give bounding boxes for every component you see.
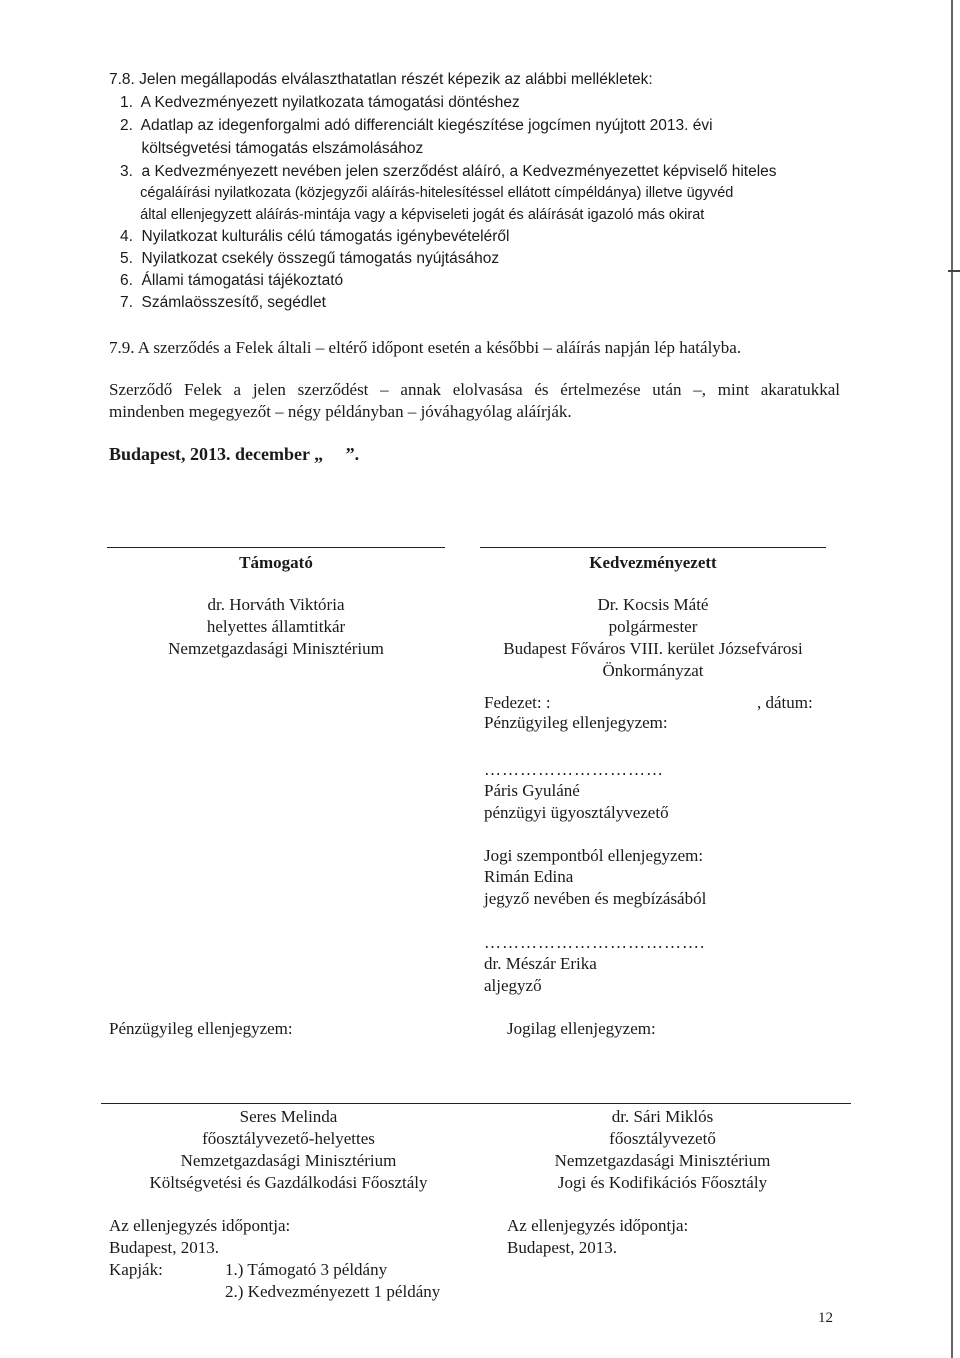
fedezet-datum: , dátum: [757, 693, 813, 712]
jogi-label: Jogi szempontból ellenjegyzem: [484, 846, 704, 865]
paris-title: pénzügyi ügyosztályvezető [484, 803, 669, 822]
left-date-label: Az ellenjegyzés időpontja: [109, 1216, 291, 1235]
sari-title: főosztályvezető [609, 1129, 716, 1148]
fedezet-label: Fedezet: : [484, 693, 551, 712]
list-item: 6. Állami támogatási tájékoztató [120, 272, 344, 289]
section-78-intro: 7.8. Jelen megállapodás elválaszthatatlan részét képezik az alábbi mellékletek: [109, 71, 653, 88]
list-item: költségvetési támogatás elszámolásához [120, 140, 424, 157]
countersign-line [101, 1103, 851, 1104]
countersign-right: Jogilag ellenjegyzem: [507, 1019, 656, 1038]
left-party-name: dr. Horváth Viktória [207, 595, 345, 614]
jogi-title: jegyző nevében és megbízásából [484, 889, 707, 908]
left-date-value: Budapest, 2013. [109, 1238, 220, 1257]
list-item: 1. A Kedvezményezett nyilatkozata támogatási döntéshez [120, 94, 520, 111]
date-line: Budapest, 2013. december „ ”. [109, 444, 360, 464]
sari-org-1: Nemzetgazdasági Minisztérium [554, 1151, 771, 1170]
signature-line-right [480, 547, 826, 548]
kapjak-label: Kapják: [109, 1260, 163, 1279]
sari-org-2: Jogi és Kodifikációs Főosztály [557, 1173, 768, 1192]
meszar-dots: ………………………………. [484, 933, 706, 952]
paris-dots: ………………………… [484, 760, 664, 779]
countersign-left: Pénzügyileg ellenjegyzem: [109, 1019, 293, 1038]
list-item: 2. Adatlap az idegenforgalmi adó differenciált kiegészítése jogcímen nyújtott 2013. évi [120, 117, 713, 134]
right-date-label: Az ellenjegyzés időpontja: [507, 1216, 689, 1235]
right-party-role: Kedvezményezett [589, 553, 717, 572]
list-item: 7. Számlaösszesítő, segédlet [120, 294, 326, 311]
meszar-title: aljegyző [484, 976, 542, 995]
right-party-name: Dr. Kocsis Máté [597, 595, 709, 614]
left-party-title: helyettes államtitkár [206, 617, 346, 636]
page-number: 12 [818, 1310, 833, 1326]
kapjak-item-2: 2.) Kedvezményezett 1 példány [225, 1282, 441, 1301]
list-item: 3. a Kedvezményezett nevében jelen szerződést aláíró, a Kedvezményezettet képviselő hiteles [120, 163, 777, 180]
fedezet-penzugyi: Pénzügyileg ellenjegyzem: [484, 713, 668, 732]
scan-mark [948, 270, 960, 272]
right-party-title: polgármester [608, 617, 698, 636]
paris-name: Páris Gyuláné [484, 781, 580, 800]
list-item: 4. Nyilatkozat kulturális célú támogatás igénybevételéről [120, 228, 510, 245]
list-item: által ellenjegyzett aláírás-mintája vagy a képviseleti jogát és aláírását igazoló más okirat [120, 207, 705, 223]
list-item: cégaláírási nyilatkozata (közjegyzői aláírás-hitelesítéssel ellátott címpéldánya) illetve ügyvéd [120, 185, 734, 201]
closing-line-1: Szerződő Felek a jelen szerződést – annak elolvasása és értelmezése után –, mint akaratukkal [109, 380, 840, 399]
seres-title: főosztályvezető-helyettes [202, 1129, 375, 1148]
left-party-role: Támogató [239, 553, 313, 572]
left-party-org: Nemzetgazdasági Minisztérium [168, 639, 384, 658]
seres-org-2: Költségvetési és Gazdálkodási Főosztály [149, 1173, 428, 1192]
signature-line-left [107, 547, 445, 548]
right-party-org-1: Budapest Főváros VIII. kerület Józsefvárosi [503, 639, 803, 658]
scan-edge-right [951, 0, 953, 1358]
seres-org-1: Nemzetgazdasági Minisztérium [180, 1151, 397, 1170]
meszar-name: dr. Mészár Erika [484, 954, 597, 973]
list-item: 5. Nyilatkozat csekély összegű támogatás nyújtásához [120, 250, 500, 267]
kapjak-item-1: 1.) Támogató 3 példány [225, 1260, 388, 1279]
section-79: 7.9. A szerződés a Felek általi – eltérő időpont esetén a későbbi – aláírás napján lép hatályba. [109, 338, 742, 357]
sari-name: dr. Sári Miklós [611, 1107, 714, 1126]
right-date-value: Budapest, 2013. [507, 1238, 618, 1257]
seres-name: Seres Melinda [239, 1107, 338, 1126]
right-party-org-2: Önkormányzat [602, 661, 704, 680]
jogi-name: Rimán Edina [484, 867, 574, 886]
closing-line-2: mindenben megegyezőt – négy példányban – jóváhagyólag aláírják. [109, 402, 572, 421]
